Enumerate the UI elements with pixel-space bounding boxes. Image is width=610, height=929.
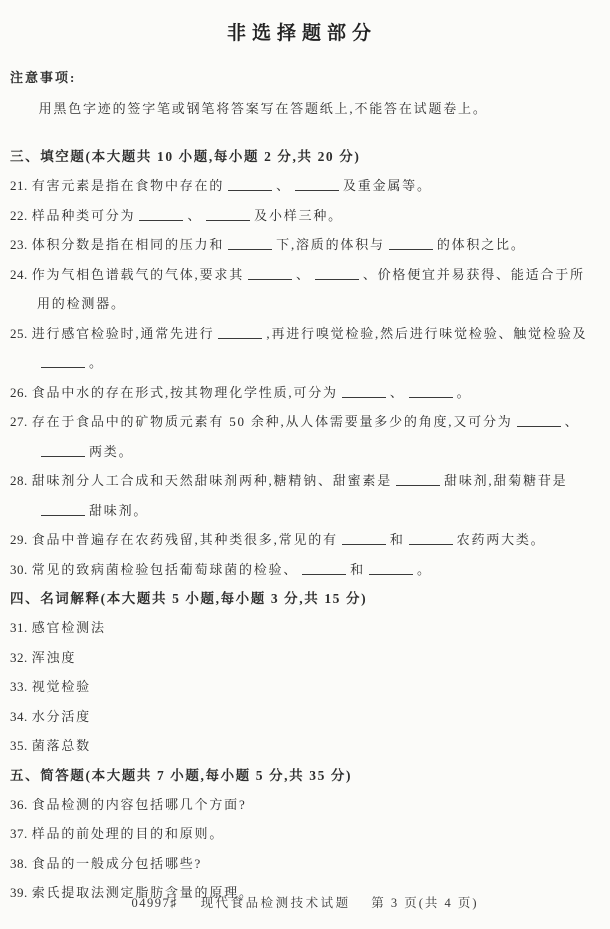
question-item: 31. 感官检测法 xyxy=(10,620,106,635)
exam-code: 04997♯ xyxy=(131,896,178,910)
notice-text: 用黑色字迹的签字笔或钢笔将答案写在答题纸上,不能答在试题卷上。 xyxy=(38,101,488,116)
answer-blank xyxy=(248,267,292,280)
notice-heading: 注意事项: xyxy=(10,70,77,85)
answer-blank xyxy=(389,237,433,250)
sections xyxy=(10,142,594,908)
question-item: 37. 样品的前处理的目的和原则。 xyxy=(10,826,225,841)
answer-blank xyxy=(409,385,453,398)
question-number: 31. xyxy=(10,620,28,635)
question-item: 21. 有害元素是指在食物中存在的 、 及重金属等。 xyxy=(10,178,432,193)
question-item: 22. 样品种类可分为 、 及小样三种。 xyxy=(10,207,343,223)
answer-blank xyxy=(342,532,386,545)
question-item: 27. 存在于食品中的矿物质元素有 50 余种,从人体需要量多少的角度,又可分为 、两类。 xyxy=(10,414,580,459)
question-number: 39. xyxy=(10,885,28,900)
question-number: 35. xyxy=(10,738,28,753)
question-number: 29. xyxy=(10,532,28,547)
answer-blank xyxy=(295,178,339,191)
answer-blank xyxy=(41,355,85,368)
question-number: 32. xyxy=(10,649,28,665)
question-number: 24. xyxy=(10,266,28,282)
question-number: 26. xyxy=(10,384,28,400)
question-item: 26. 食品中水的存在形式,按其物理化学性质,可分为 、 。 xyxy=(10,384,472,400)
question-item: 28. 甜味剂分人工合成和天然甜味剂两种,糖精钠、甜蜜素是 甜味剂,甜菊糖苷是甜味剂。 xyxy=(10,473,568,518)
question-number: 33. xyxy=(10,679,28,694)
question-number: 21. xyxy=(10,178,28,193)
question-number: 28. xyxy=(10,473,28,488)
question-item: 33. 视觉检验 xyxy=(10,679,91,694)
exam-title: 现代食品检测技术试题 xyxy=(200,896,351,910)
answer-blank xyxy=(409,532,453,545)
question-number: 27. xyxy=(10,414,28,429)
question-number: 37. xyxy=(10,826,28,841)
question-number: 34. xyxy=(10,708,28,724)
answer-blank xyxy=(342,385,386,398)
question-item: 24. 作为气相色谱载气的气体,要求其 、 、价格便宜并易获得、能适合于所用的检测器。 xyxy=(10,266,585,311)
answer-blank xyxy=(228,237,272,250)
answer-blank xyxy=(218,326,262,339)
answer-blank xyxy=(396,473,440,486)
question-number: 30. xyxy=(10,561,28,577)
answer-blank xyxy=(228,178,272,191)
question-number: 36. xyxy=(10,796,28,812)
question-item: 29. 食品中普遍存在农药残留,其种类很多,常见的有 和 农药两大类。 xyxy=(10,532,546,547)
question-item: 23. 体积分数是指在相同的压力和 下,溶质的体积与 的体积之比。 xyxy=(10,237,526,252)
page-footer xyxy=(0,893,610,911)
answer-blank xyxy=(517,414,561,427)
question-item: 30. 常见的致病菌检验包括葡萄球菌的检验、 和 。 xyxy=(10,561,432,577)
answer-blank xyxy=(369,562,413,575)
answer-blank xyxy=(41,444,85,457)
question-number: 38. xyxy=(10,855,28,871)
question-item: 38. 食品的一般成分包括哪些? xyxy=(10,855,203,871)
answer-blank xyxy=(139,208,183,221)
question-item: 36. 食品检测的内容包括哪几个方面? xyxy=(10,796,247,812)
question-item: 32. 浑浊度 xyxy=(10,649,77,665)
question-item: 25. 进行感官检验时,通常先进行 ,再进行嗅觉检验,然后进行味觉检验、触觉检验及。 xyxy=(10,325,588,370)
question-number: 25. xyxy=(10,325,28,341)
page-number: 第 3 页(共 4 页) xyxy=(371,896,479,910)
answer-blank xyxy=(315,267,359,280)
question-item: 34. 水分活度 xyxy=(10,708,91,724)
question-number: 23. xyxy=(10,237,28,252)
question-number: 22. xyxy=(10,207,28,223)
section-heading-2: 四、名词解释(本大题共 5 小题,每小题 3 分,共 15 分) xyxy=(10,591,368,606)
section-heading-3: 五、简答题(本大题共 7 小题,每小题 5 分,共 35 分) xyxy=(10,767,353,783)
page-title: 非选择题部分 xyxy=(226,23,377,44)
question-item: 35. 菌落总数 xyxy=(10,738,91,753)
answer-blank xyxy=(41,503,85,516)
question-item: 39. 索氏提取法测定脂肪含量的原理。 xyxy=(10,885,254,900)
answer-blank xyxy=(206,208,250,221)
section-heading-1: 三、填空题(本大题共 10 小题,每小题 2 分,共 20 分) xyxy=(10,149,361,164)
answer-blank xyxy=(302,562,346,575)
